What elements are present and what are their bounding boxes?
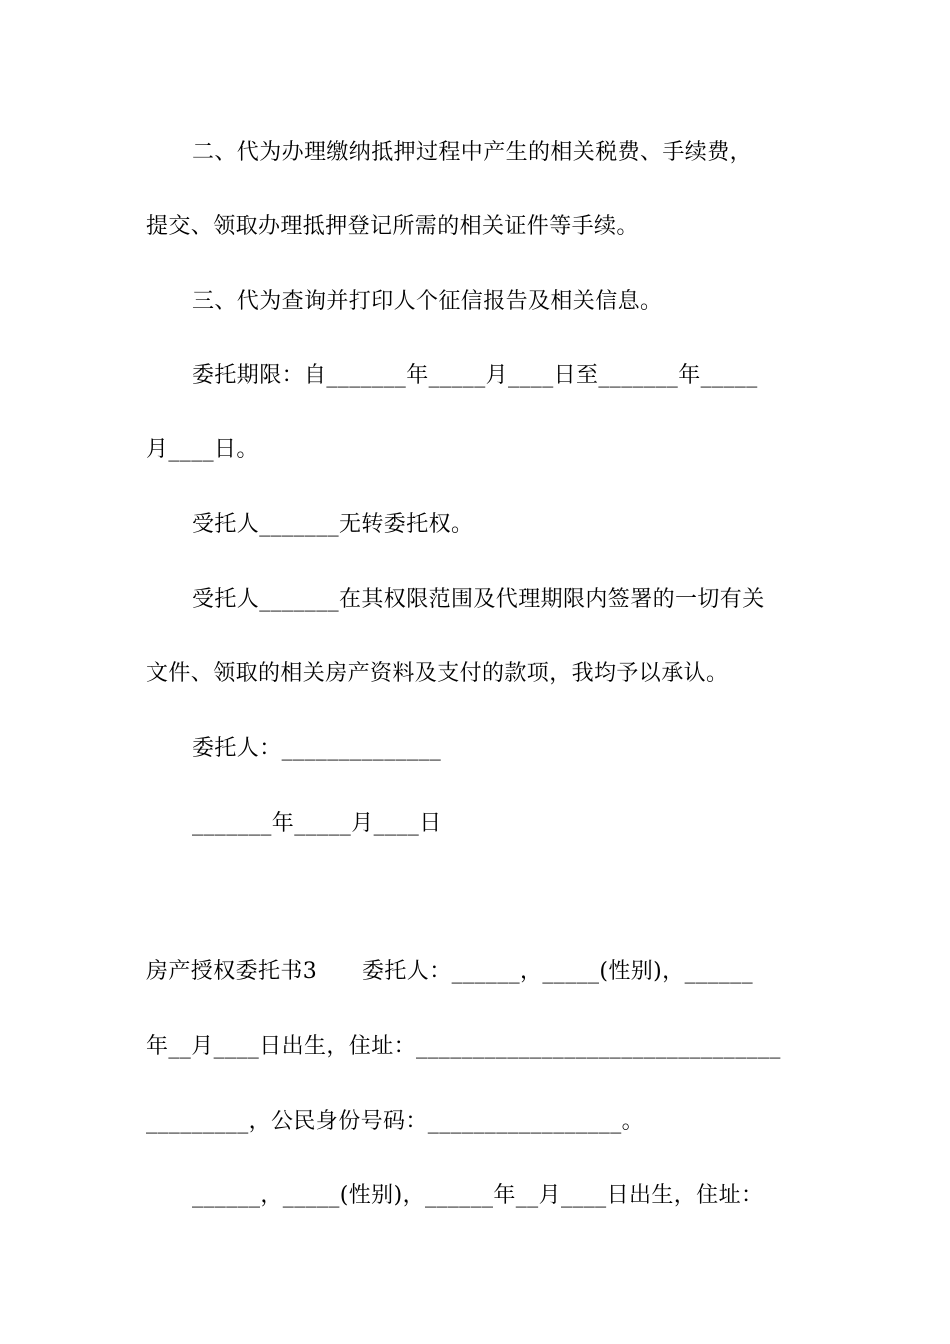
paragraph-line: 二、代为办理缴纳抵押过程中产生的相关税费、手续费， [192,140,753,165]
paragraph-line: 受托人_______无转委托权。 [192,512,474,537]
date-line: _______年_____月____日 [192,811,442,836]
paragraph-line: 三、代为查询并打印人个征信报告及相关信息。 [192,289,663,314]
paragraph-line: 月____日。 [146,437,259,462]
signature-line: 委托人：______________ [192,736,442,761]
paragraph-line: ______，_____(性别)，______年__月____日出生，住址： [192,1183,764,1208]
paragraph-line: 年__月____日出生，住址：________________________________ [146,1034,781,1059]
paragraph-line: 提交、领取办理抵押登记所需的相关证件等手续。 [146,214,639,239]
paragraph-line: 文件、领取的相关房产资料及支付的款项，我均予以承认。 [146,661,729,686]
paragraph-line: 受托人_______在其权限范围及代理期限内签署的一切有关 [192,587,765,612]
section-heading-line: 房产授权委托书3 委托人：______，_____(性别)，______ [146,959,753,984]
paragraph-line: _________，公民身份号码：_________________。 [146,1109,645,1134]
paragraph-line: 委托期限：自_______年_____月____日至_______年_____ [192,363,758,388]
